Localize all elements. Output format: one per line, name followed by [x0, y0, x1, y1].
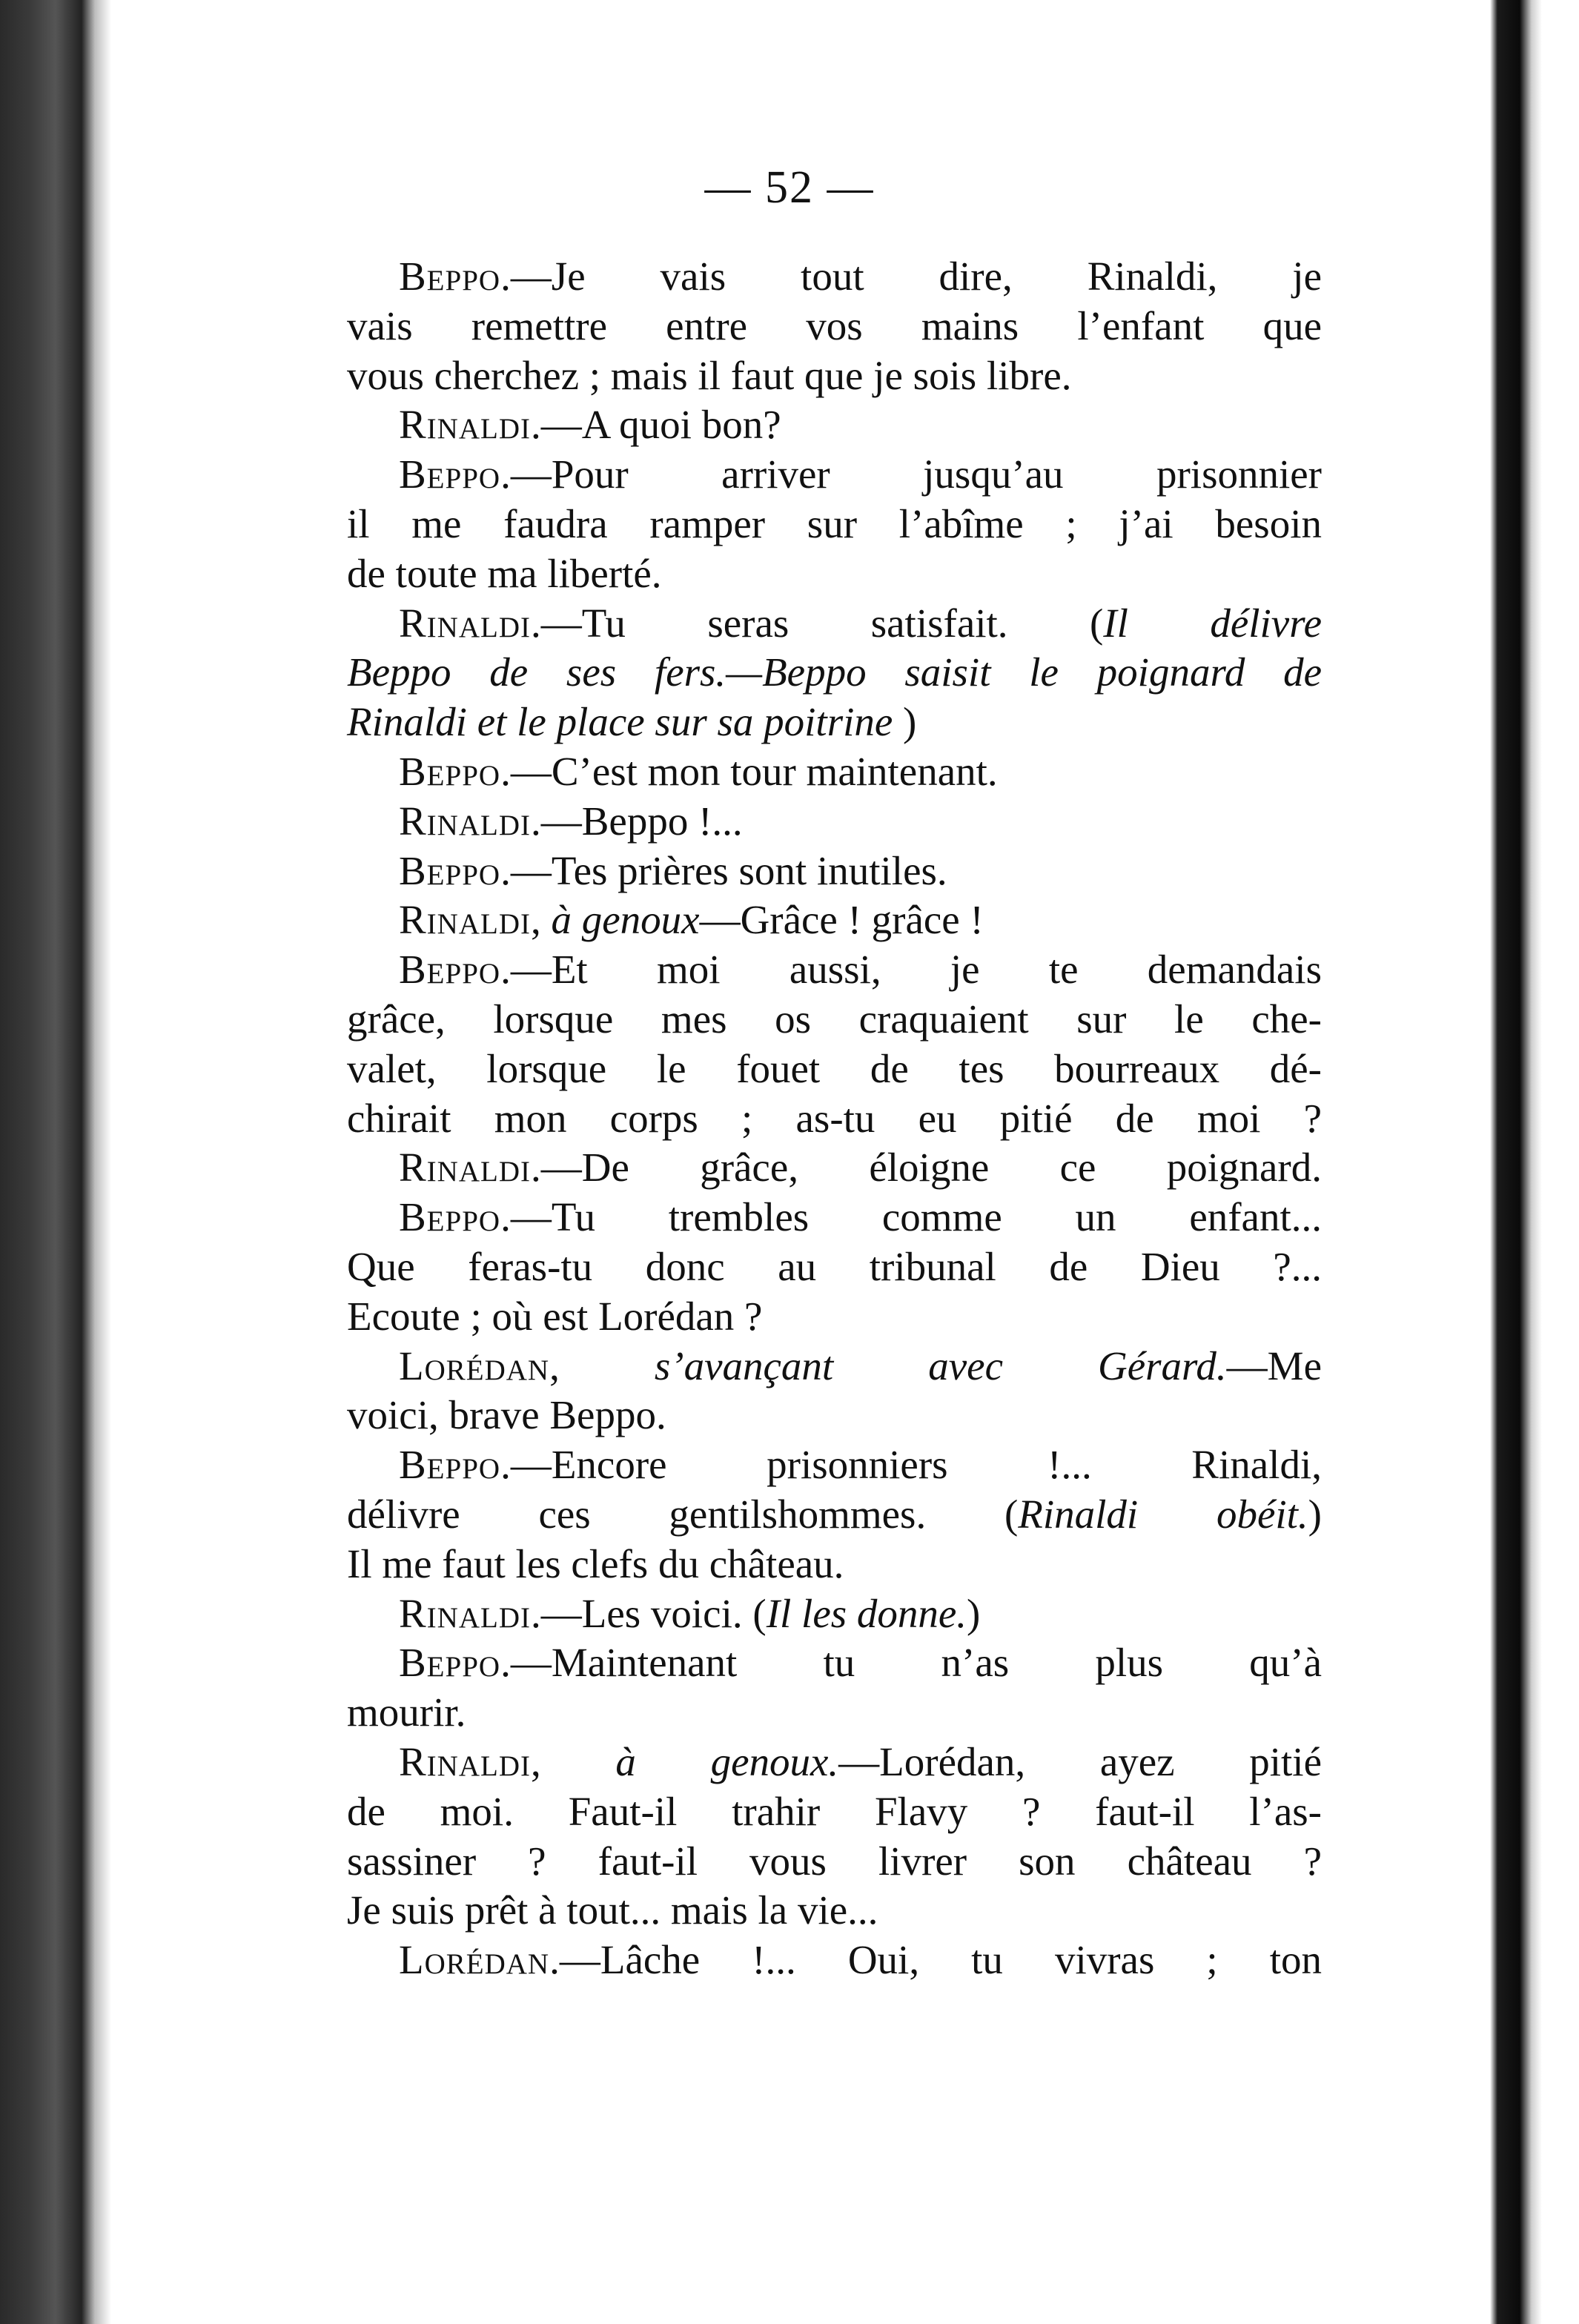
dialogue-text: .—Beppo !... [530, 798, 743, 844]
text-line [347, 1292, 1322, 1342]
dialogue-text: .—Et moi aussi, je te demandais [500, 947, 1322, 993]
dialogue-text: .—Tes prières sont inutiles. [500, 847, 947, 893]
speaker-name: Beppo [399, 451, 501, 497]
text-line [347, 1193, 1322, 1242]
speaker-name: Rinaldi [399, 1738, 531, 1784]
dialogue-text: —Lorédan, ayez pitié [838, 1738, 1322, 1784]
dialogue-text: .—Encore prisonniers !... Rinaldi, [500, 1442, 1322, 1488]
speaker-name: Lorédan [399, 1937, 550, 1983]
dialogue-text: .—De grâce, éloigne ce poignard. [530, 1145, 1322, 1191]
speaker-name: Beppo [399, 1194, 501, 1240]
text-line [347, 797, 1322, 847]
text-line [347, 895, 1322, 945]
stage-direction: Beppo de ses fers.—Beppo saisit le poignard de [347, 649, 1322, 695]
text-line [347, 1787, 1322, 1837]
dialogue-text: , [530, 1738, 616, 1784]
text-line [347, 1391, 1322, 1440]
dialogue-text: valet, lorsque le fouet de tes bourreaux dé- [347, 1045, 1322, 1091]
dialogue-text: .—Pour arriver jusqu’au prisonnier [500, 451, 1322, 497]
stage-direction: Il délivre [1103, 600, 1322, 646]
text-line [347, 450, 1322, 500]
stage-direction: s’avançant avec Gérard. [654, 1343, 1227, 1388]
dialogue-text: .—A quoi bon? [530, 402, 781, 448]
dialogue-text: voici, brave Beppo. [347, 1392, 666, 1438]
dialogue-text: .—Les voici. ( [530, 1590, 767, 1636]
dialogue-text: .—Je vais tout dire, Rinaldi, je [500, 254, 1322, 299]
text-line [347, 1589, 1322, 1639]
stage-direction: à genoux. [615, 1738, 839, 1784]
speaker-name: Rinaldi [399, 402, 531, 448]
text-line [347, 1688, 1322, 1738]
text-line [347, 1886, 1322, 1936]
stage-direction: Rinaldi et le place sur sa poitrine [347, 699, 893, 745]
dialogue-text: mourir. [347, 1689, 466, 1735]
text-line [347, 698, 1322, 747]
text-line [347, 1540, 1322, 1589]
speaker-name: Rinaldi [399, 1145, 531, 1191]
page-text [347, 252, 1322, 1985]
text-line [347, 648, 1322, 698]
text-line [347, 945, 1322, 995]
text-line [347, 302, 1322, 351]
text-line [347, 1936, 1322, 1985]
dialogue-text: Je suis prêt à tout... mais la vie... [347, 1887, 878, 1933]
text-line [347, 351, 1322, 401]
scan-page-edge [1490, 0, 1579, 2324]
speaker-name: Rinaldi [399, 600, 531, 646]
text-line [347, 1440, 1322, 1490]
dialogue-text: de toute ma liberté. [347, 550, 662, 596]
dialogue-text: —Grâce ! grâce ! [699, 897, 984, 943]
dialogue-text: .—Tu seras satisfait. ( [530, 600, 1104, 646]
dialogue-text: il me faudra ramper sur l’abîme ; j’ai besoin [347, 500, 1322, 546]
text-line [347, 400, 1322, 450]
speaker-name: Rinaldi [399, 1590, 531, 1636]
dialogue-text: , [530, 897, 552, 943]
scan-binding-edge [0, 0, 111, 2324]
text-line [347, 1490, 1322, 1540]
speaker-name: Beppo [399, 748, 501, 794]
dialogue-text: .—Tu trembles comme un enfant... [500, 1194, 1322, 1240]
text-line [347, 1242, 1322, 1292]
page-number: — 52 — [704, 162, 875, 213]
stage-direction: Il les donne. [766, 1590, 967, 1636]
dialogue-text: .—Maintenant tu n’as plus qu’à [500, 1640, 1322, 1686]
dialogue-text: ) [893, 699, 917, 745]
dialogue-text: de moi. Faut-il trahir Flavy ? faut-il l’as- [347, 1788, 1322, 1834]
dialogue-text: vous cherchez ; mais il faut que je sois libre. [347, 352, 1072, 398]
text-line [347, 500, 1322, 549]
dialogue-text: Ecoute ; où est Lorédan ? [347, 1293, 763, 1339]
dialogue-text: grâce, lorsque mes os craquaient sur le che- [347, 996, 1322, 1042]
text-line [347, 1738, 1322, 1787]
dialogue-text: chirait mon corps ; as-tu eu pitié de moi ? [347, 1095, 1322, 1141]
dialogue-text: ) [1308, 1491, 1322, 1537]
text-line [347, 549, 1322, 599]
text-line [347, 995, 1322, 1045]
speaker-name: Rinaldi [399, 897, 531, 943]
text-line [347, 747, 1322, 797]
text-line [347, 599, 1322, 649]
dialogue-text: vais remettre entre vos mains l’enfant que [347, 302, 1322, 348]
text-line [347, 1837, 1322, 1887]
dialogue-text: sassiner ? faut-il vous livrer son château ? [347, 1838, 1322, 1884]
dialogue-text: , [549, 1343, 655, 1388]
text-line [347, 1342, 1322, 1391]
speaker-name: Beppo [399, 947, 501, 993]
dialogue-text: .—C’est mon tour maintenant. [500, 748, 998, 794]
dialogue-text: .—Lâche !... Oui, tu vivras ; ton [549, 1937, 1322, 1983]
stage-direction: Rinaldi obéit. [1018, 1491, 1308, 1537]
speaker-name: Beppo [399, 1442, 501, 1488]
speaker-name: Beppo [399, 847, 501, 893]
speaker-name: Beppo [399, 1640, 501, 1686]
speaker-name: Lorédan [399, 1343, 550, 1388]
dialogue-text: ) [967, 1590, 981, 1636]
text-line [347, 252, 1322, 302]
dialogue-text: délivre ces gentilshommes. ( [347, 1491, 1019, 1537]
stage-direction: à genoux [551, 897, 700, 943]
dialogue-text: Que feras-tu donc au tribunal de Dieu ?... [347, 1243, 1322, 1289]
text-line [347, 1094, 1322, 1144]
text-line [347, 1143, 1322, 1193]
speaker-name: Rinaldi [399, 798, 531, 844]
text-line [347, 1045, 1322, 1094]
text-line [347, 847, 1322, 896]
speaker-name: Beppo [399, 254, 501, 299]
dialogue-text: Il me faut les clefs du château. [347, 1540, 844, 1586]
text-line [347, 1638, 1322, 1688]
dialogue-text: —Me [1226, 1343, 1322, 1388]
